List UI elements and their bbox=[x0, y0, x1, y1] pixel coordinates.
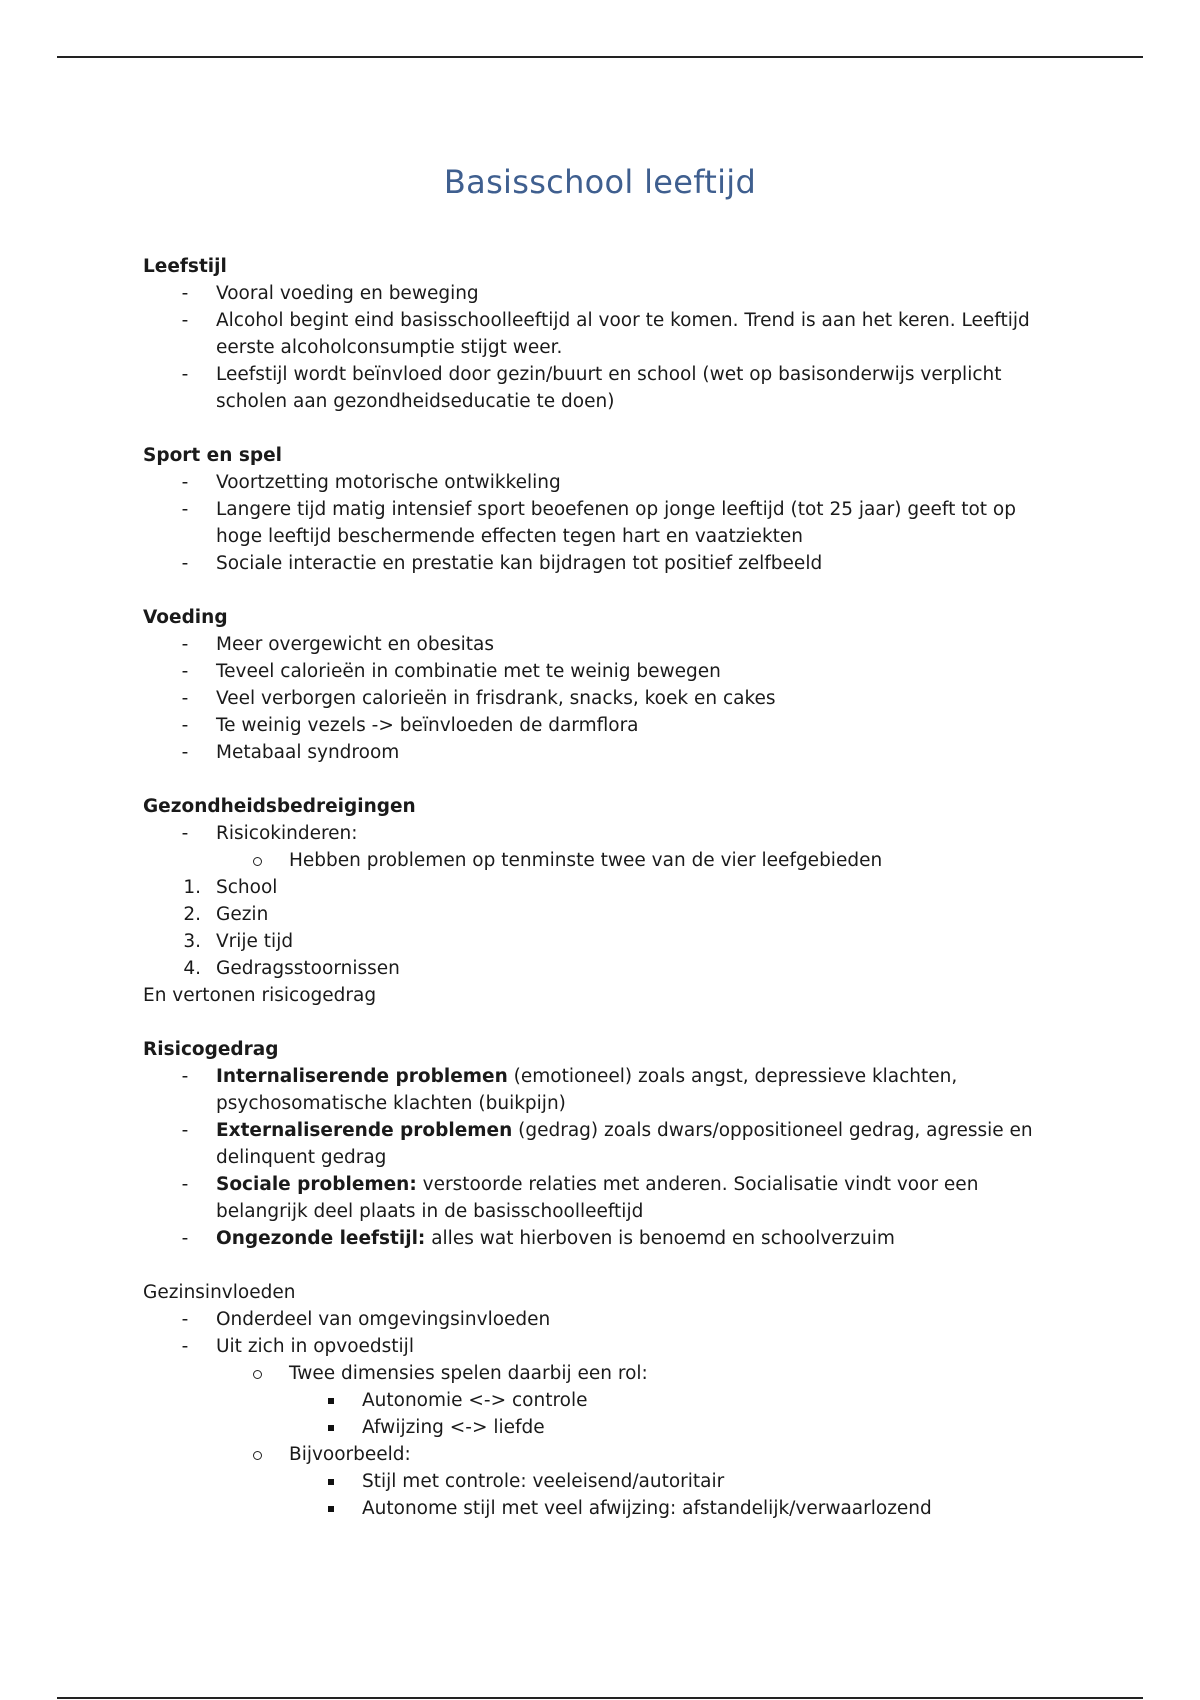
bullet-list bbox=[143, 631, 1063, 766]
list-item: - Meer overgewicht en obesitas bbox=[143, 631, 1063, 658]
dash-bullet: - bbox=[181, 364, 189, 385]
numbered-item: 2. Gezin bbox=[143, 901, 1063, 928]
item-number: 3. bbox=[183, 931, 201, 952]
dash-bullet: - bbox=[181, 472, 189, 493]
sub-sub-list-item: Autonome stijl met veel afwijzing: afstandelijk/verwaarlozend bbox=[143, 1495, 1063, 1522]
sub-sub-list-item: Autonomie <-> controle bbox=[143, 1387, 1063, 1414]
list-item: - Veel verborgen calorieën in frisdrank, snacks, koek en cakes bbox=[143, 685, 1063, 712]
dash-bullet: - bbox=[181, 823, 189, 844]
section-sport bbox=[143, 442, 1063, 577]
list-item: - Vooral voeding en beweging bbox=[143, 280, 1063, 307]
item-number: 2. bbox=[183, 904, 201, 925]
dash-bullet: - bbox=[181, 283, 189, 304]
dash-bullet: - bbox=[181, 1120, 189, 1141]
item-number: 1. bbox=[183, 877, 201, 898]
list-item: - Te weinig vezels -> beïnvloeden de darmflora bbox=[143, 712, 1063, 739]
top-rule bbox=[57, 56, 1143, 58]
section-voeding bbox=[143, 604, 1063, 766]
dash-bullet: - bbox=[181, 310, 189, 331]
sub-sub-list-item: Afwijzing <-> liefde bbox=[143, 1414, 1063, 1441]
paragraph-text: En vertonen risicogedrag bbox=[143, 985, 377, 1006]
sub-list-item: Twee dimensies spelen daarbij een rol: bbox=[143, 1360, 1063, 1387]
dash-bullet: - bbox=[181, 499, 189, 520]
list-item: - Externaliserende problemen (gedrag) zoals dwars/oppositioneel gedrag, agressie en delinquent gedrag bbox=[143, 1117, 1063, 1171]
dash-bullet: - bbox=[181, 715, 189, 736]
dash-bullet: - bbox=[181, 688, 189, 709]
list-item: - Voortzetting motorische ontwikkeling bbox=[143, 469, 1063, 496]
sub-list-item: Hebben problemen op tenminste twee van de vier leefgebieden bbox=[143, 847, 1063, 874]
bullet-list bbox=[143, 469, 1063, 577]
section-risicogedrag bbox=[143, 1036, 1063, 1252]
section-heading: Voeding bbox=[143, 607, 228, 628]
list-item: - Risicokinderen: bbox=[143, 820, 1063, 847]
section-heading: Sport en spel bbox=[143, 445, 282, 466]
section-heading: Gezondheidsbedreigingen bbox=[143, 796, 416, 817]
bullet-list bbox=[143, 1063, 1063, 1252]
list-item: - Internaliserende problemen (emotioneel) zoals angst, depressieve klachten, psychosomatische klachten (buikpijn) bbox=[143, 1063, 1063, 1117]
section-heading: Leefstijl bbox=[143, 256, 227, 277]
bullet-list bbox=[143, 280, 1063, 415]
list-item: - Teveel calorieën in combinatie met te weinig bewegen bbox=[143, 658, 1063, 685]
dash-bullet: - bbox=[181, 553, 189, 574]
section-leefstijl bbox=[143, 253, 1063, 415]
item-number: 4. bbox=[183, 958, 201, 979]
numbered-item: 4. Gedragsstoornissen bbox=[143, 955, 1063, 982]
numbered-item: 3. Vrije tijd bbox=[143, 928, 1063, 955]
dash-bullet: - bbox=[181, 1066, 189, 1087]
list-item: - Leefstijl wordt beïnvloed door gezin/buurt en school (wet op basisonderwijs verplicht scholen aan gezondheidseducatie te doen) bbox=[143, 361, 1063, 415]
sub-sub-list-item: Stijl met controle: veeleisend/autoritair bbox=[143, 1468, 1063, 1495]
dash-bullet: - bbox=[181, 634, 189, 655]
dash-bullet: - bbox=[181, 1228, 189, 1249]
list-item: - Sociale interactie en prestatie kan bijdragen tot positief zelfbeeld bbox=[143, 550, 1063, 577]
list-item: - Alcohol begint eind basisschoolleeftijd al voor te komen. Trend is aan het keren. Leeftijd eerste alcoholconsumptie stijgt weer. bbox=[143, 307, 1063, 361]
numbered-item: 1. School bbox=[143, 874, 1063, 901]
document-body bbox=[143, 253, 1063, 1549]
section-gezondheidsbedreigingen bbox=[143, 793, 1063, 1009]
list-item: - Sociale problemen: verstoorde relaties met anderen. Socialisatie vindt voor een belangrijk deel plaats in de basisschoolleeftijd bbox=[143, 1171, 1063, 1225]
list-item: - Ongezonde leefstijl: alles wat hierboven is benoemd en schoolverzuim bbox=[143, 1225, 1063, 1252]
list-item: - Langere tijd matig intensief sport beoefenen op jonge leeftijd (tot 25 jaar) geeft tot op hoge leeftijd beschermende effecten tegen hart en vaatziekten bbox=[143, 496, 1063, 550]
list-item: - Onderdeel van omgevingsinvloeden bbox=[143, 1306, 1063, 1333]
dash-bullet: - bbox=[181, 1309, 189, 1330]
list-item: - Metabaal syndroom bbox=[143, 739, 1063, 766]
section-heading: Risicogedrag bbox=[143, 1039, 279, 1060]
section-heading: Gezinsinvloeden bbox=[143, 1282, 296, 1303]
dash-bullet: - bbox=[181, 1336, 189, 1357]
dash-bullet: - bbox=[181, 661, 189, 682]
dash-bullet: - bbox=[181, 742, 189, 763]
numbered-list bbox=[143, 874, 1063, 982]
bullet-list bbox=[143, 820, 1063, 874]
sub-list-item: Bijvoorbeeld: bbox=[143, 1441, 1063, 1468]
dash-bullet: - bbox=[181, 1174, 189, 1195]
list-item: - Uit zich in opvoedstijl bbox=[143, 1333, 1063, 1360]
section-gezinsinvloeden bbox=[143, 1279, 1063, 1522]
page-title: Basisschool leeftijd bbox=[443, 163, 757, 201]
bullet-list bbox=[143, 1306, 1063, 1522]
bottom-rule bbox=[57, 1697, 1143, 1699]
